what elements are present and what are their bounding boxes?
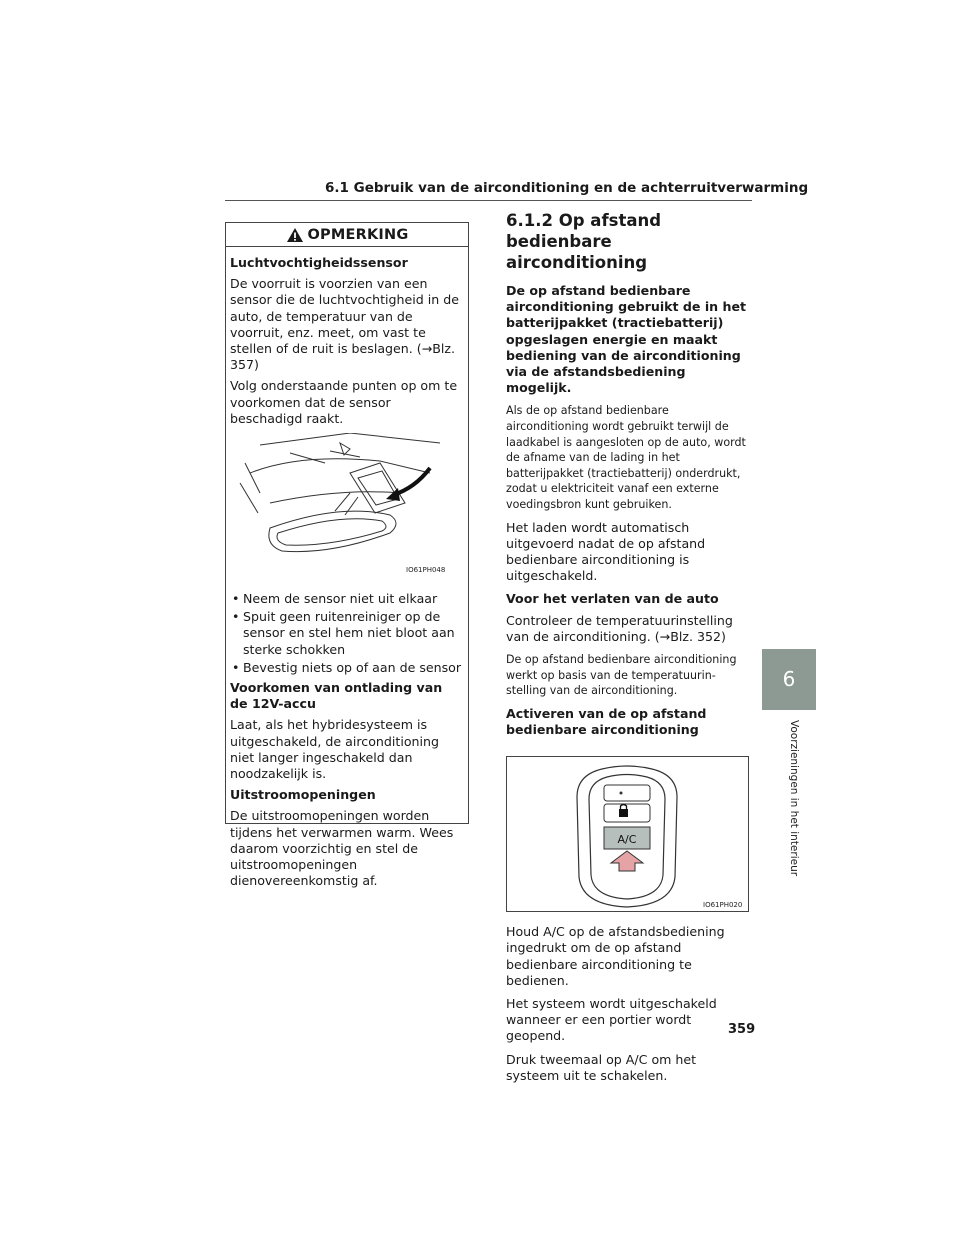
activate-heading: Activeren van de op afstand bedienbare airconditioning (506, 705, 707, 737)
list-item: • Neem de sensor niet uit elkaar (230, 591, 464, 607)
before-leaving-paragraph: Controleer de temperatuurinstelling van de airconditioning. (→Blz. 352) (506, 612, 733, 644)
notice-box (225, 222, 469, 889)
battery-heading: Voorkomen van ontlading van de 12V-accu (230, 680, 443, 712)
list-item: • Bevestig niets op of aan de sensor (230, 660, 464, 676)
before-leaving-heading: Voor het verlaten van de auto (506, 591, 719, 607)
figure-code-right: IO61PH020 (703, 901, 743, 910)
notice-header (226, 223, 468, 247)
outlets-heading: Uitstroomopeningen (230, 787, 376, 803)
running-header: 6.1 Gebruik van de airconditioning en de achterruitverwarming (325, 180, 809, 196)
section-note-1: Als de op afstand bedienbare airconditioning wordt gebruikt terwijl de laadkabel is aangesloten op de auto, wordt de afname van de lading in het batterijpakket (tractiebatterij) onderdrukt, zodat u elektriciteit vanaf een externe voedingsbron kunt gebruiken. (506, 404, 746, 511)
humidity-heading: Luchtvochtigheidssensor (230, 255, 408, 270)
battery-paragraph: Laat, als het hybridesysteem is uitgeschakeld, de airconditioning niet langer ingeschakeld dan noodzakelijk is. (230, 717, 440, 782)
outlets-paragraph: De uitstroomopeningen worden tijdens het verwarmen warm. Wees daarom voorzichtig en stel de uitstroomopeningen dienovereenkomstig af. (230, 808, 454, 889)
list-item: • Spuit geen ruitenreiniger op de sensor en stel hem niet bloot aan sterke schokken (230, 609, 464, 658)
warning-triangle-icon (286, 227, 304, 243)
section-paragraph-5: Druk tweemaal op A/C om het systeem uit te schakelen. (506, 1051, 697, 1083)
windshield-sensor-drawing (230, 433, 466, 583)
section-paragraph-4: Het systeem wordt uitgeschakeld wanneer er een portier wordt geopend. (506, 996, 717, 1044)
header-rule (225, 200, 752, 201)
section-note-2: De op afstand bedienbare airconditioning werkt op basis van de temperatuurin-stelling van de airconditioning. (506, 653, 737, 698)
sensor-precautions-list (230, 591, 464, 676)
chapter-number: 6 (782, 667, 796, 691)
section-title: 6.1.2 Op afstand bedienbare airconditioning (506, 211, 662, 272)
sensor-illustration (230, 433, 466, 583)
chapter-label: Voorzieningen in het interieur (788, 720, 800, 877)
figure-code-left: IO61PH048 (406, 566, 446, 575)
chapter-tab (762, 649, 816, 710)
humidity-paragraph-2: Volg onderstaande punten op om te voorkomen dat de sensor beschadigd raakt. (230, 378, 458, 426)
smart-key-drawing (507, 757, 748, 911)
notice-title: OPMERKING (307, 226, 409, 243)
humidity-paragraph-1: De voorruit is voorzien van een sensor die de luchtvochtigheid in de auto, de temperatuur van de voorruit, enz. meet, om vast te stellen of de ruit is beslagen. (→Blz. 357) (230, 276, 459, 373)
section-paragraph-3: Houd A/C op de afstandsbediening ingedrukt om de op afstand bedienbare airconditioning te bedienen. (506, 924, 725, 988)
page-number: 359 (728, 1022, 756, 1037)
ac-button-label: A/C (617, 833, 637, 847)
section-paragraph-2: Het laden wordt automatisch uitgevoerd nadat de op afstand bedienbare airconditioning is uitgeschakeld. (506, 519, 706, 584)
section-lead: De op afstand bedienbare airconditioning gebruikt de in het batterijpakket (tractiebatterij) opgeslagen energie en maakt bediening van de airconditioning via de afstandsbediening mogelijk. (506, 283, 747, 396)
remote-key-illustration (506, 756, 749, 912)
remote-ac-section (506, 210, 752, 1091)
